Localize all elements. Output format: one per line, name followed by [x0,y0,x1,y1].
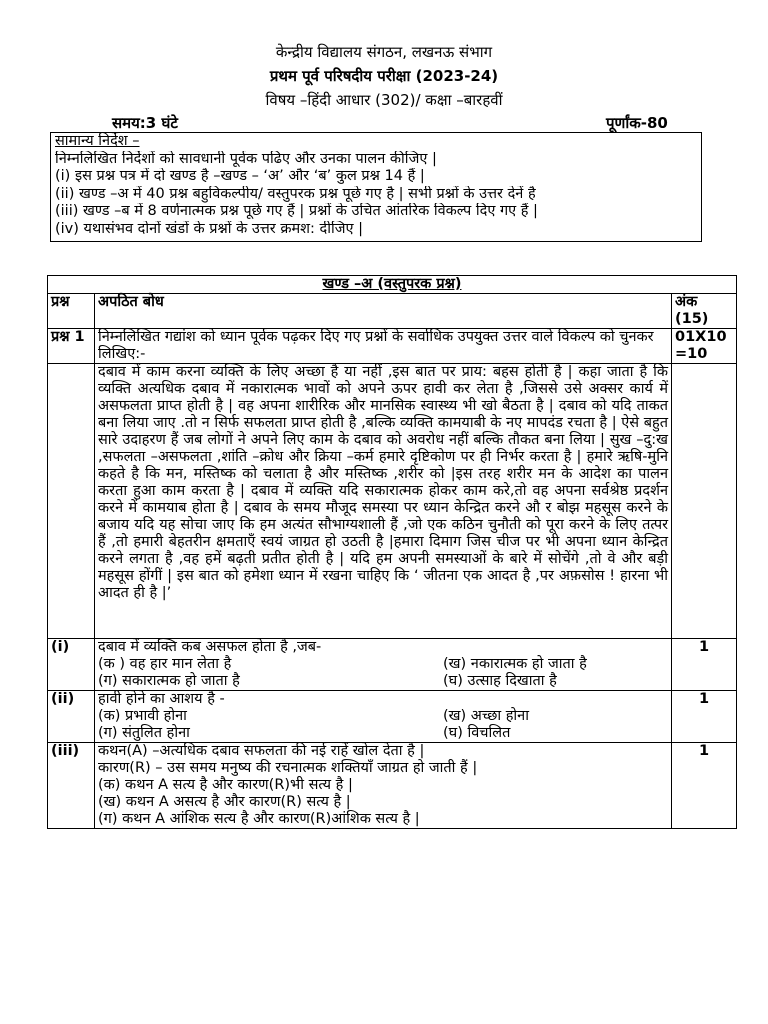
subject-line: विषय –हिंदी आधार (302)/ कक्षा –बारहवीं [265,91,503,109]
option: (ख) कथन A असत्य है और कारण(R) सत्य है | [98,794,351,810]
column-header-marks: अंक (15) [672,294,737,329]
option: (ग) संतुलित होना [98,725,190,741]
unseen-passage: दबाव में काम करना व्यक्ति के लिए अच्छा है या नहीं ,इस बात पर प्राय: बहस होती है | कहा जाता है कि व्यक्ति अत्यधिक दबाव में नकारात्मक भावों को अपने ऊपर हावी कर लेता है ,जिससे उसे अक्सर कार्य में असफलता प्राप्त होती है | वह अपना शारीरिक और मानसिक स्वास्थ्य भी खो बैठता है | दबाव को यदि ताकत बना लिया जाए .तो न सिर्फ सफलता प्राप्त होती है ,बल्कि व्यक्ति कामयाबी के नए मापदंड रचता है | ऐसे बहुत सारे उदाहरण हैं जब लोगों ने अपने लिए काम के दबाव को अवरोध नहीं बल्कि तौकत बना लिया | सुख –दु:ख ,सफलता –असफलता ,शांति –क्रोध और क्रिया –कर्म हमारे दृष्टिकोण पर ही निर्भर करता है | हमारे ऋषि-मुनि कहते है कि मन, मस्तिष्क को चलाता है और मस्तिष्क ,शरीर को |इस तरह शरीर मन के आदेश का पालन करता हुआ काम करता है | दबाव में व्यक्ति यदि सकारात्मक होकर काम करे,तो वह अपना सर्वश्रेष्ठ प्रदर्शन करने में कामयाब होता है | दबाव के समय मौजूद समस्या पर ध्यान केन्द्रित करने औ र बोझ महसूस करने के बजाय यदि यह सोचा जाए कि हम अत्यंत सौभाग्यशाली हैं ,जो एक कठिन चुनौती को पूरा करने के लिए तत्पर हैं ,तो हमारी बेहतरीन क्षमताएँ स्वयं जाग्रत हो उठती है |हमारा दिमाग जिस चीज पर भी अपना ध्यान केन्द्रित करने लगता है ,वह हमें बढ़ती प्रतीत होती है | यदि हम अपनी समस्याओं के बारे में सोचेंगे ,तो वे और बड़ी महसूस होंगीं | इस बात को हमेशा ध्यान में रखना चाहिए कि ‘ जीतना एक आदत है ,पर अफ़सोस ! हारना भी आदत ही है |’ [95,364,672,639]
instructions-title: सामान्य निर्देश – [55,133,140,149]
instruction-line: (iii) खण्ड –ब में 8 वर्णनात्मक प्रश्न पूछे गए हैं | प्रश्नों के उचित आंतरिक विकल्प दिए गए हैं | [55,203,538,219]
sub-question-number: (iii) [48,743,95,829]
option: (क ) वह हार मान लेता है [98,656,232,672]
instruction-line: (ii) खण्ड –अ में 40 प्रश्न बहुविकल्पीय/ वस्तुपरक प्रश्न पूछे गए है | सभी प्रश्नों के उत्तर देनें है [55,185,536,202]
question-table [47,275,737,829]
assertion-text: कथन(A) –अत्यधिक दबाव सफलता की नई राहें खोल देता है | [98,743,425,759]
question-number: प्रश्न 1 [48,329,95,364]
option: (क) प्रभावी होना [98,708,187,724]
column-header-question: प्रश्न [48,294,95,329]
sub-question-number: (ii) [48,691,95,743]
question-instruction: निम्नलिखित गद्यांश को ध्यान पूर्वक पढ़कर दिए गए प्रश्नों के सर्वाधिक उपयुक्त उत्तर वाले विकल्प को चुनकर लिखिए:- [95,329,672,364]
general-instructions [50,132,702,242]
column-header-topic: अपठित बोध [95,294,672,329]
sub-question-marks: 1 [672,691,737,743]
question-row [48,639,737,691]
time-label: समय:3 घंटे [112,114,178,132]
section-title: खण्ड –अ (वस्तुपरक प्रश्न) [48,276,737,294]
sub-question-text: हावी होने का आशय है - [98,691,225,707]
sub-question-marks: 1 [672,743,737,829]
question-marks: 01X10=10 [672,329,737,364]
option: (घ) विचलित [443,725,511,741]
option: (ग) सकारात्मक हो जाता है [98,673,240,689]
school-name: केन्द्रीय विद्यालय संगठन, लखनऊ संभाग [275,43,493,61]
question-row [48,691,737,743]
sub-question-text: दबाव में व्यक्ति कब असफल होता है ,जब- [98,639,322,655]
option: (ग) कथन A आंशिक सत्य है और कारण(R)आंशिक सत्य है | [98,811,420,827]
option: (ख) अच्छा होना [443,708,529,724]
instruction-line: निम्नलिखित निर्देशों को सावधानी पूर्वक पढिए और उनका पालन कीजिए | [55,150,437,167]
option: (क) कथन A सत्य है और कारण(R)भी सत्य है | [98,777,353,793]
max-marks-label: पूर्णांक-80 [606,114,668,132]
instruction-line: (i) इस प्रश्न पत्र में दो खण्ड है –खण्ड – ‘अ’ और ‘ब’ कुल प्रश्न 14 हैं | [55,168,425,184]
exam-title: प्रथम पूर्व परिषदीय परीक्षा (2023-24) [269,67,499,85]
instruction-line: (iv) यथासंभव दोनों खंडों के प्रश्नों के उत्तर क्रमश: दीजिए | [55,220,363,237]
question-row [48,743,737,829]
reason-text: कारण(R) – उस समय मनुष्य की रचनात्मक शक्तियाँ जाग्रत हो जाती हैं | [98,760,478,776]
option: (ख) नकारात्मक हो जाता है [443,656,587,672]
option: (घ) उत्साह दिखाता है [443,673,557,689]
sub-question-marks: 1 [672,639,737,691]
sub-question-number: (i) [48,639,95,691]
